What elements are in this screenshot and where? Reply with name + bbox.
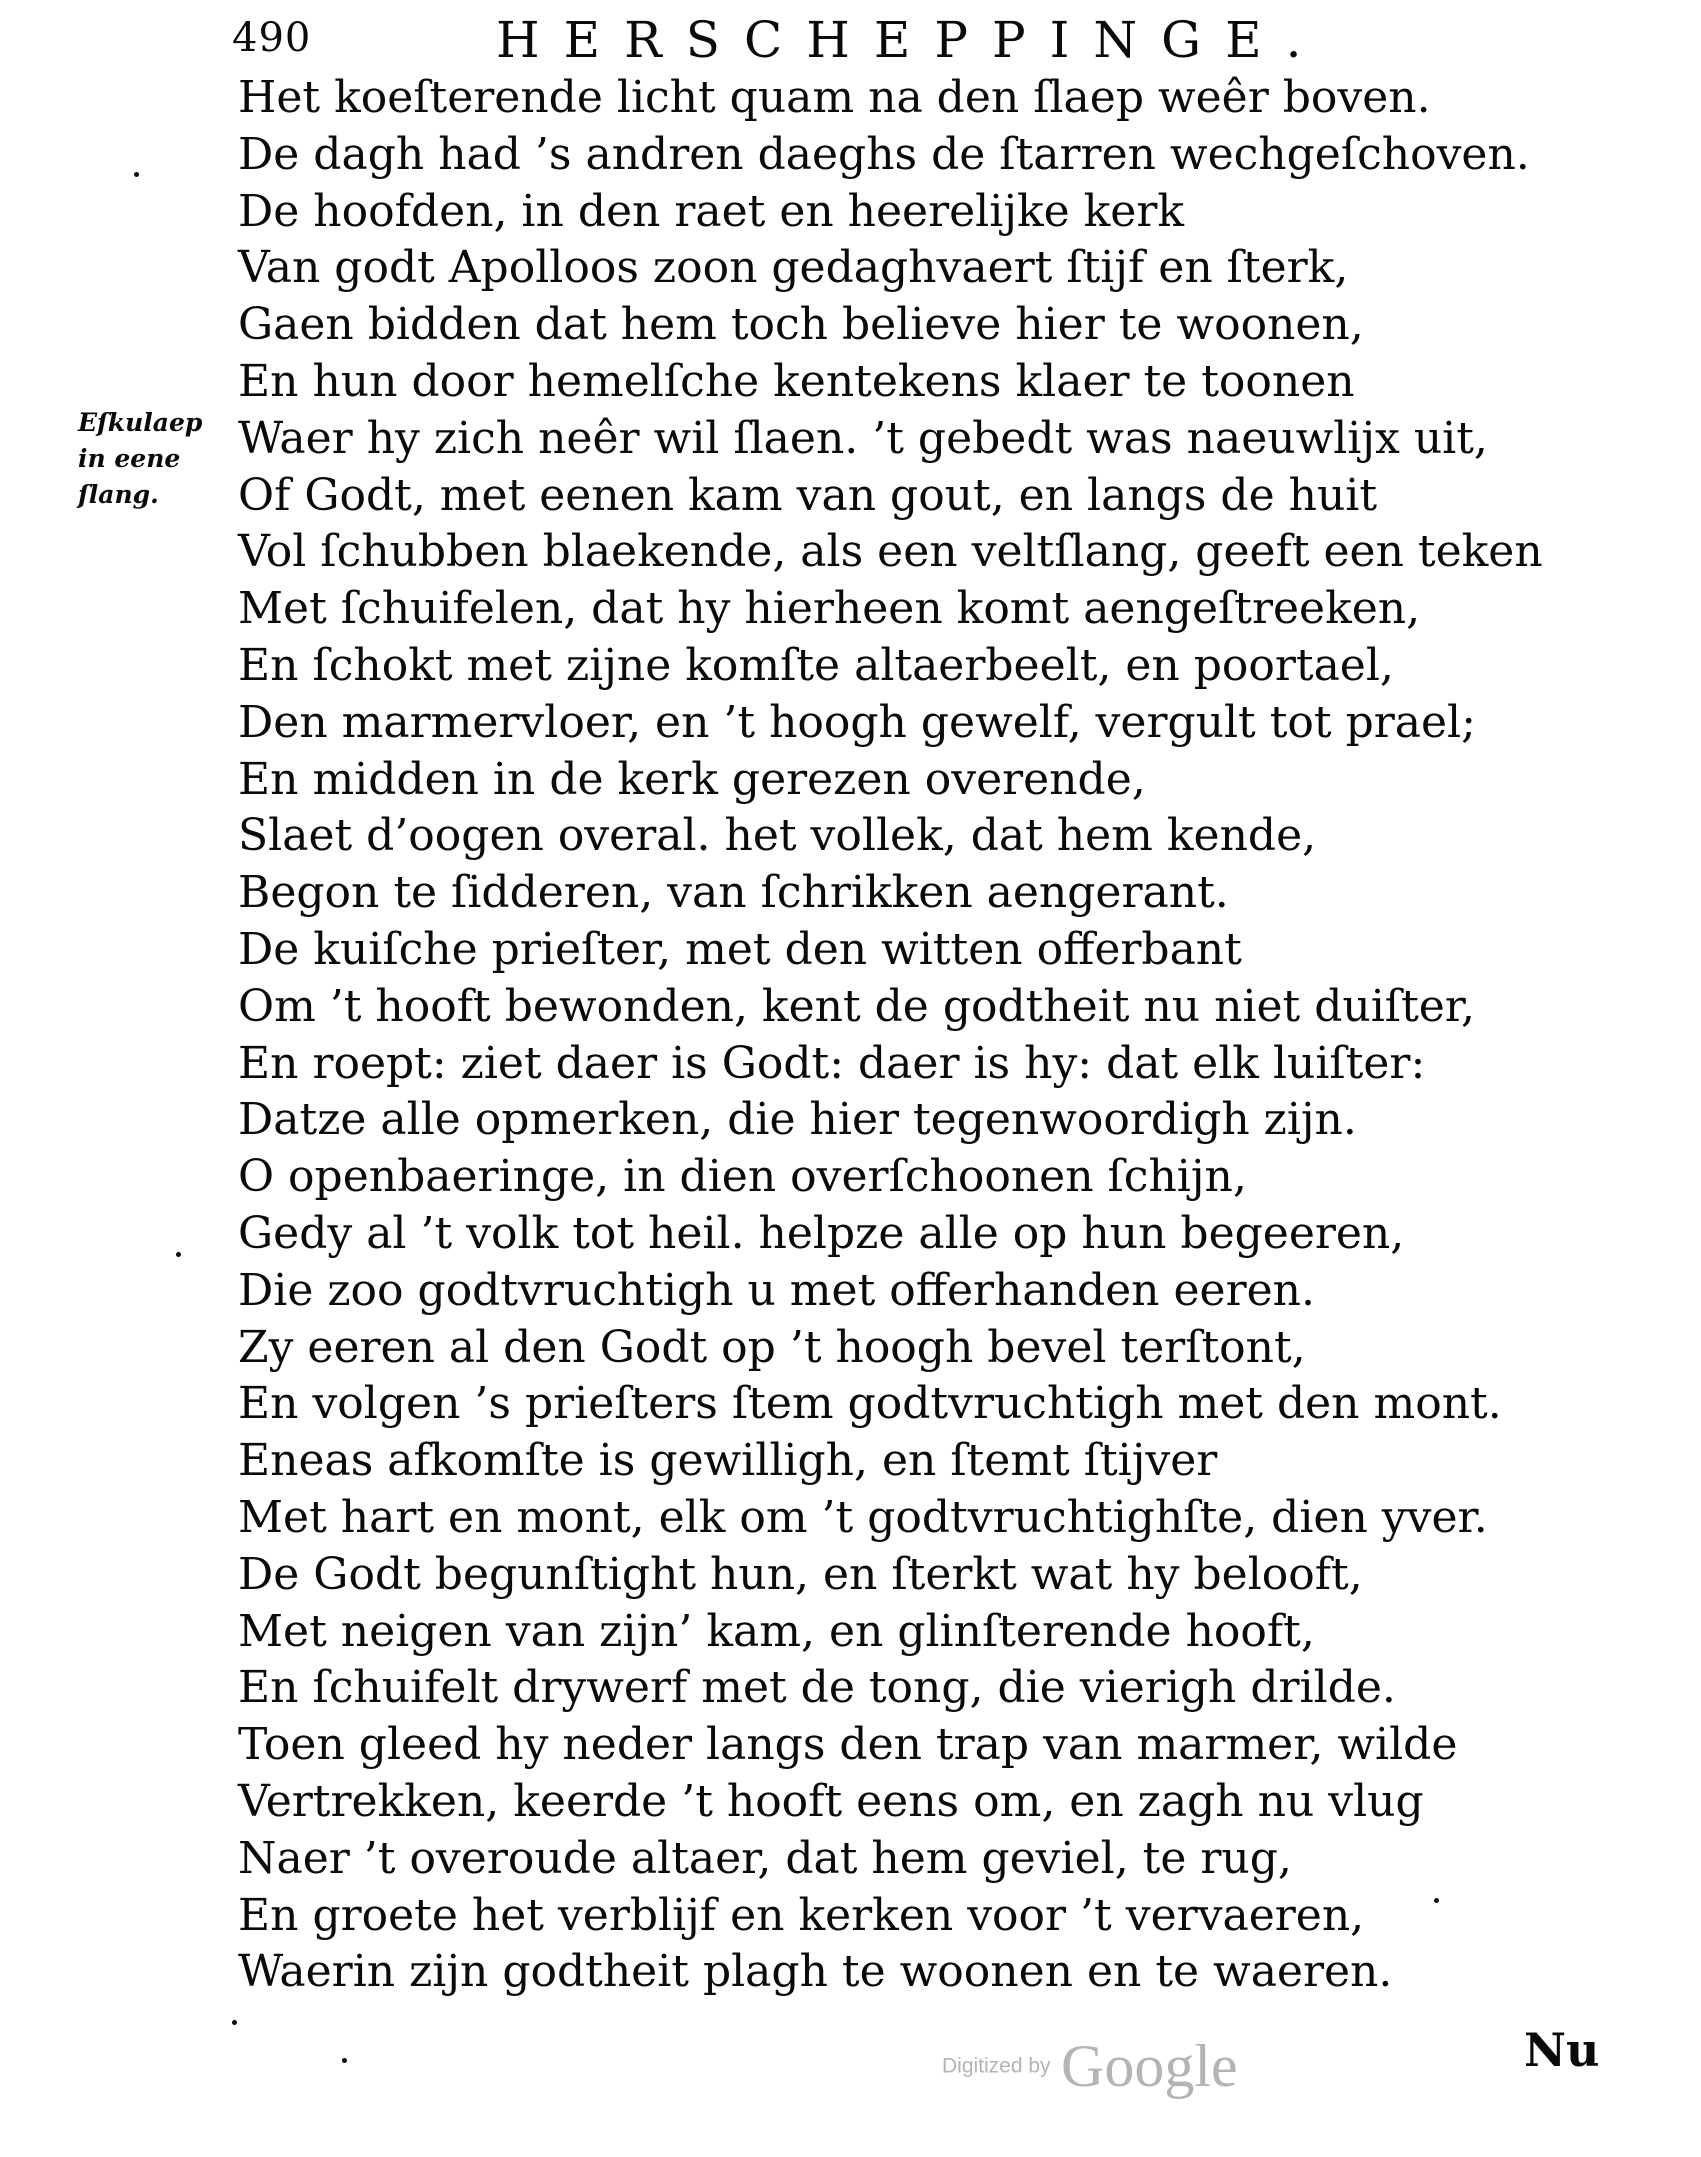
verse-line: Om ’t hooft bewonden, kent de godtheit nu niet duiſter, <box>238 980 1475 1032</box>
running-head: HERSCHEPPINGE. <box>496 11 1326 69</box>
verse-line: En roept: ziet daer is Godt: daer is hy: dat elk luiſter: <box>238 1037 1426 1089</box>
watermark-prefix: Digitized by <box>942 2054 1051 2078</box>
verse-line: Of Godt, met eenen kam van gout, en langs de huit <box>238 469 1378 521</box>
verse-line: Gedy al ’t volk tot heil. helpze alle op hun begeeren, <box>238 1207 1405 1259</box>
verse-line: De Godt begunſtight hun, en ſterkt wat hy belooft, <box>238 1548 1363 1600</box>
verse-line: Van godt Apolloos zoon gedaghvaert ſtijf en ſterk, <box>238 242 1349 294</box>
verse-line: Zy eeren al den Godt op ’t hoogh bevel terſtont, <box>238 1321 1306 1373</box>
verse-line: En midden in de kerk gerezen overende, <box>238 753 1146 805</box>
page-number: 490 <box>232 15 312 61</box>
verse-line: Met ſchuifelen, dat hy hierheen komt aengeſtreeken, <box>238 583 1421 635</box>
verse-line: Begon te ſidderen, van ſchrikken aengerant. <box>238 867 1229 919</box>
ink-speck <box>134 172 139 177</box>
verse-block <box>238 70 1638 2001</box>
verse-line: En volgen ’s prieſters ſtem godtvruchtigh met den mont. <box>238 1378 1502 1430</box>
verse-line: De hoofden, in den raet en heerelijke kerk <box>238 185 1185 237</box>
verse-line: Vertrekken, keerde ’t hooft eens om, en zagh nu vlug <box>238 1775 1424 1827</box>
verse-line: Waerin zijn godtheit plagh te woonen en te waeren. <box>238 1946 1393 1998</box>
verse-line: Waer hy zich neêr wil ſlaen. ’t gebedt was naeuwlijx uit, <box>238 412 1488 464</box>
verse-line: Met neigen van zijn’ kam, en glinſterende hooft, <box>238 1605 1315 1657</box>
verse-line: En ſchokt met zijne komſte altaerbeelt, en poortael, <box>238 639 1394 691</box>
verse-line: En groete het verblijf en kerken voor ’t vervaeren, <box>238 1889 1365 1941</box>
digitized-watermark <box>942 2032 1238 2101</box>
ink-speck <box>232 2020 237 2025</box>
verse-line: Gaen bidden dat hem toch believe hier te woonen, <box>238 299 1364 351</box>
catchword: Nu <box>1524 2023 1600 2077</box>
margin-note-line: Eſkulaep <box>78 408 203 437</box>
verse-line: Den marmervloer, en ’t hoogh gewelf, vergult tot prael; <box>238 696 1476 748</box>
margin-note-line: in eene <box>78 444 181 473</box>
verse-line: Die zoo godtvruchtigh u met offerhanden eeren. <box>238 1264 1315 1316</box>
verse-line: Slaet d’oogen overal. het vollek, dat hem kende, <box>238 810 1317 862</box>
verse-line: En hun door hemelſche kentekens klaer te toonen <box>238 355 1355 407</box>
verse-line: Naer ’t overoude altaer, dat hem geviel, te rug, <box>238 1832 1292 1884</box>
verse-line: Datze alle opmerken, die hier tegenwoordigh zijn. <box>238 1094 1357 1146</box>
verse-line: Vol ſchubben blaekende, als een veltſlang, geeft een teken <box>238 526 1543 578</box>
verse-line: Het koeſterende licht quam na den ſlaep weêr boven. <box>238 72 1431 123</box>
watermark-brand: Google <box>1061 2033 1238 2099</box>
verse-line: Toen gleed hy neder langs den trap van marmer, wilde <box>238 1719 1458 1771</box>
verse-line: Met hart en mont, elk om ’t godtvruchtighſte, dien yver. <box>238 1491 1488 1543</box>
verse-line: O openbaeringe, in dien overſchoonen ſchijn, <box>238 1151 1247 1203</box>
verse-line: De kuiſche prieſter, met den witten offerbant <box>238 923 1242 975</box>
margin-note-line: ſlang. <box>78 480 159 509</box>
ink-speck <box>1434 1898 1439 1903</box>
verse-line: De dagh had ’s andren daeghs de ſtarren wechgeſchoven. <box>238 128 1530 180</box>
margin-note <box>78 405 238 513</box>
ink-speck <box>342 2058 347 2063</box>
verse-line: Eneas afkomſte is gewilligh, en ſtemt ſtijver <box>238 1435 1218 1487</box>
verse-line: En ſchuifelt drywerf met de tong, die vierigh drilde. <box>238 1662 1396 1714</box>
ink-speck <box>176 1252 181 1257</box>
